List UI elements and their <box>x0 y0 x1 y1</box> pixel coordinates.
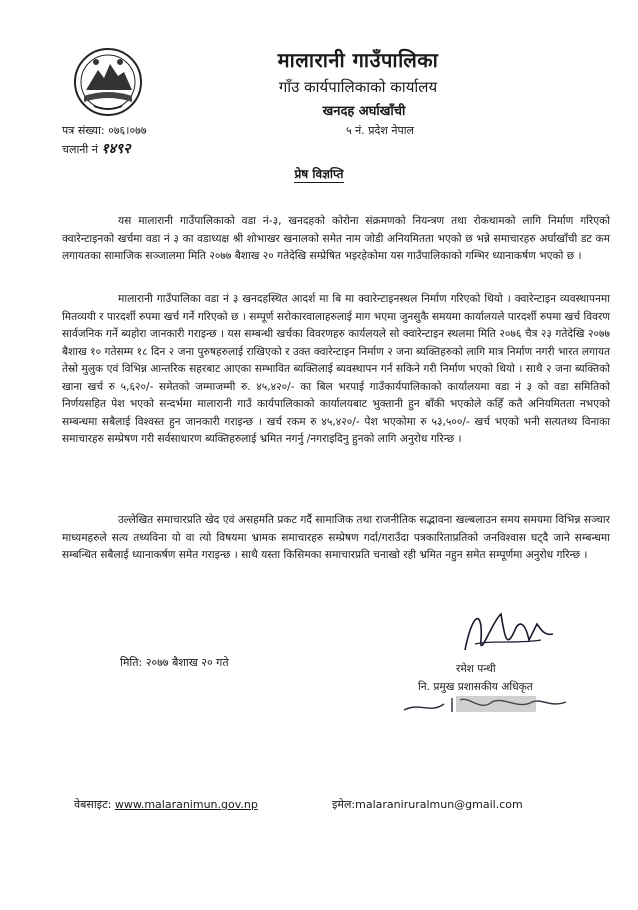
email-address[interactable]: malaraniruralmun@gmail.com <box>355 798 523 811</box>
document-title: प्रेष विज्ञप्ति <box>294 167 344 181</box>
nepal-emblem-icon <box>72 46 144 118</box>
signatory-name: रमेश पन्थी <box>456 663 496 675</box>
office-location: खनदह अर्घाखाँची <box>322 104 406 119</box>
paragraph-2: मालारानी गाउँपालिका वडा नं ३ खनदहस्थित आदर्श मा बि मा क्वारेन्टाइनस्थल निर्माण गरिएको थियो । क्वारेन्टाइन व्यवस्थापनमा मितव्ययी र पारदर्शी रुपमा खर्च गर्ने गरिएको छ । सम्पूर्ण सरोकारवालाहरुलाई माग भएमा जुनसुकै समयमा कार्यालयले पारदर्शी रुपमा खर्च विवरण सार्वजनिक गर्ने ब्यहोरा जानकारी गराइन्छ । यस सम्बन्धी खर्चका विवरणहरु कार्यलयले सो क्वारेन्टाइन स्थलमा मिति २०७६ चैत्र २३ गतेदेखि २०७७ बैशाख १० गतेसम्म १८ दिन २ जना पुरुषहरुलाई राखिएको र उक्त क्वारेन्टाइन निर्माण २ जना ब्यक्तिहरुको लागि मात्र निर्माण नगरी भारत लगायत तेस्रो मुलुक एवं विभिन्न आन्तरिक सहरबाट आएका सम्भावित ब्यक्तिलाई ब्यवस्थापन गर्न सकिने गरी निर्माण भएको थियो । साथै २ जना ब्यक्तिको खाना खर्च रु ५,६२०/- समेतको जम्माजम्मी रु. ४५,४२०/- का बिल भरपाई गाउँकार्यपालिकाको कार्यालयमा वडा नं ३ को वडा समितिको निर्णयसहित पेश भएको सन्दर्भमा मालारानी गाउँ कार्यपालिकाको कार्यालयबाट भुक्तानी हुन बाँकी भएकोले कहिँ कतै अनियमितता नभएको सम्बन्धमा सबैलाई विश्वस्त हुन जानकारी गराइन्छ । खर्च रकम रु ४५,४२०/- पेश भएकोमा रु ५३,५००/- खर्च भएको भनी सत्यतथ्य विनाका समाचारहरु सम्प्रेषण गरी सर्वसाधारण ब्यक्तिहरुलाई भ्रमित नगर्नु /नगराइदिनु हुनको लागि अनुरोध गरिन्छ । <box>62 293 610 445</box>
province: ५ नं. प्रदेश नेपाल <box>345 124 415 137</box>
reference-numbers <box>62 122 147 159</box>
office-header <box>240 46 440 138</box>
signatory-title: नि. प्रमुख प्रशासकीय अधिकृत <box>418 681 533 693</box>
website-link[interactable]: www.malaranimun.gov.np <box>114 798 258 811</box>
website-info <box>74 797 258 812</box>
document-date: मिति: २०७७ बैशाख २० गते <box>120 656 229 669</box>
paragraph-3: उल्लेखित समाचारप्रति खेद एवं असहमति प्रकट गर्दै सामाजिक तथा राजनीतिक सद्भावना खल्बलाउन समय समयमा विभिन्न सञ्चार माध्यमहरुले सत्य तथ्यविना यो वा त्यो विषयमा भ्रामक समाचारहरु सम्प्रेषण गर्दा/गराउँदा पत्रकारिताप्रतिको जनविश्वास घट्दै जाने सम्बन्धमा सम्बन्धित सबैलाई ध्यानाकर्षण समेत गराइन्छ । साथै यस्ता किसिमका समाचारप्रति चनाखो रही भ्रमित नहुन समेत सम्पूर्णमा अनुरोध गरिन्छ । <box>62 514 610 561</box>
office-stamp-icon <box>400 690 570 718</box>
office-name: गाँउ कार्यपालिकाको कार्यालय <box>278 78 438 96</box>
municipality-name: मालारानी गाउँपालिका <box>277 48 439 72</box>
dispatch-label: चलानी नं <box>62 143 98 156</box>
paragraph-1: यस मालारानी गाउँपालिकाको वडा नं-३, खनदहको कोरोना संक्रमणको नियन्त्रण तथा रोकथामको लागि निर्माण गरिएको क्वारेन्टाइनको खर्चमा वडा नं ३ का वडाध्यक्ष श्री शोभाखर खनालको समेत नाम जोडी अनियमितता भएको छ भन्ने समाचारहरु अर्घाखाँची डट कम लगायतका सामाजिक सञ्जालमा मिति २०७७ बैशाख २० गतेदेखि सम्प्रेषित भइरहेकोमा यस गाउँपालिकाको गम्भिर ध्यानाकर्षण भएको छ । <box>62 215 610 262</box>
dispatch-value: १४९२ <box>101 141 131 157</box>
document-title-wrap <box>0 165 638 182</box>
email-info <box>332 797 523 812</box>
dispatch-number <box>62 140 147 159</box>
letter-number: पत्र संख्या: ०७६।०७७ <box>62 124 147 137</box>
email-label: इमेल: <box>332 798 356 811</box>
website-label: वेबसाइट: <box>74 798 112 811</box>
